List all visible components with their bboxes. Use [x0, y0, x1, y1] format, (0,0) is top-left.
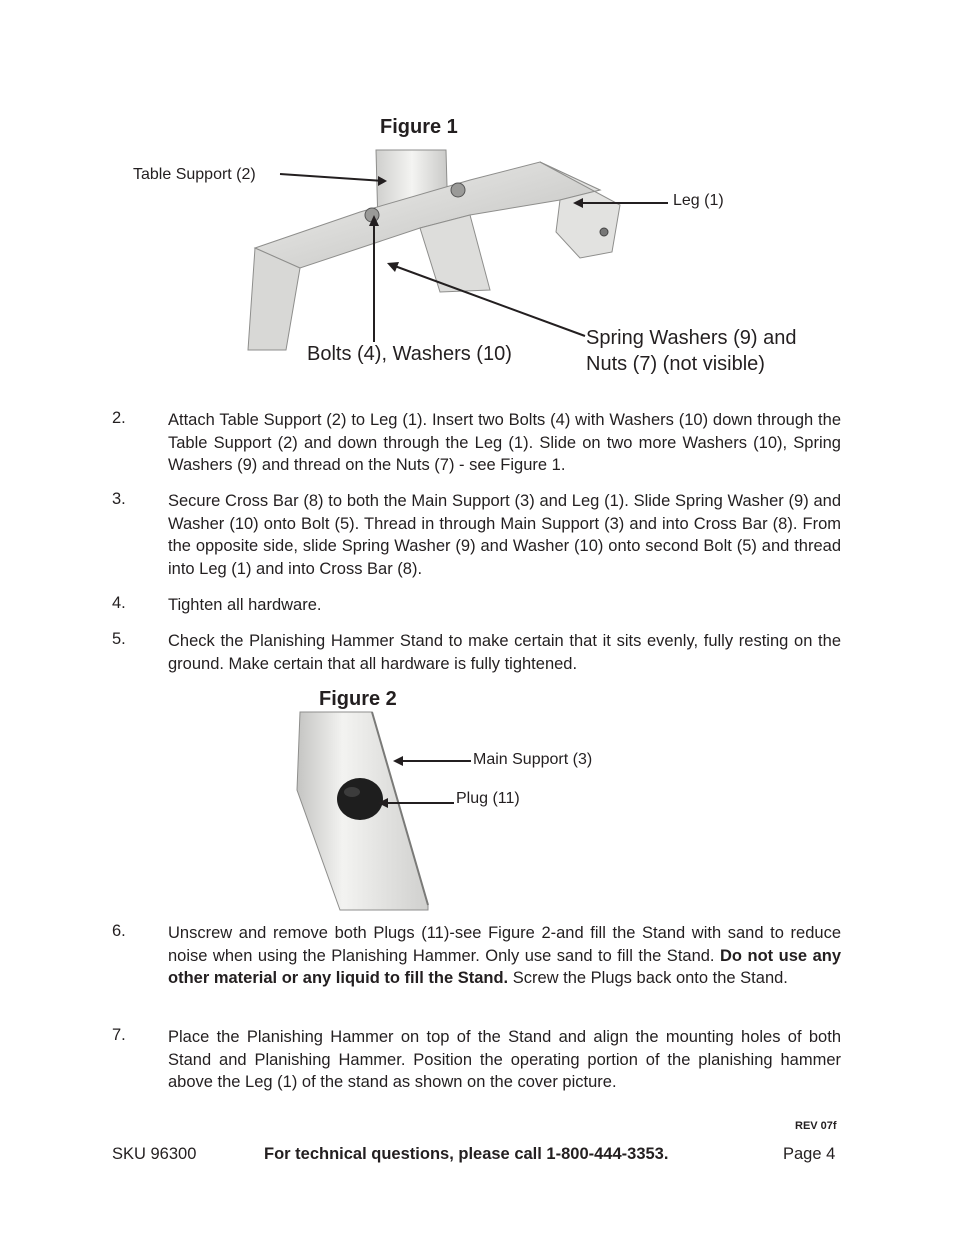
step-7-number: 7. [112, 1026, 126, 1044]
step-7-text: Place the Planishing Hammer on top of the Stand and align the mounting holes of both Stand and Planishing Hammer. Position the operating portion of the planishing hammer above the Leg (1) of the stand as shown on the cover picture. [168, 1028, 841, 1091]
callout-main-support: Main Support (3) [473, 751, 593, 768]
callout-bolts-washers: Bolts (4), Washers (10) [307, 343, 512, 365]
step-5-number: 5. [112, 630, 126, 648]
footer-contact: For technical questions, please call 1-800-444-3353. [264, 1145, 669, 1163]
callout-spring-washers-line1: Spring Washers (9) and [586, 327, 797, 349]
step-6-warning: Do not use any other material or any liquid to fill the Stand. [168, 946, 841, 987]
footer-sku: SKU 96300 [112, 1145, 197, 1163]
step-3-number: 3. [112, 490, 126, 508]
callout-plug: Plug (11) [456, 790, 520, 807]
step-2-number: 2. [112, 409, 126, 427]
step-2-text: Attach Table Support (2) to Leg (1). Insert two Bolts (4) with Washers (10) down through the Table Support (2) and down through the Leg (1). Slide on two more Washers (10), Spring Washers (9) and thread on the Nuts (7) - see Figure 1. [168, 411, 841, 474]
step-6-text [168, 922, 841, 990]
figure2-title: Figure 2 [319, 688, 397, 710]
footer-page-number: Page 4 [783, 1145, 836, 1163]
step-6-text-part1: Unscrew and remove both Plugs (11)-see Figure 2-and fill the Stand with sand to reduce noise when using the Planishing Hammer. Only use sand to fill the Stand. [168, 924, 841, 965]
callout-spring-washers [586, 325, 796, 377]
step-3-text: Secure Cross Bar (8) to both the Main Support (3) and Leg (1). Slide Spring Washer (9) and Washer (10) onto Bolt (5). Thread in through Main Support (3) and into Cross Bar (8). From the opposite side, slide Spring Washer (9) and Washer (10) onto second Bolt (5) and thread into Leg (1) and into Cross Bar (8). [168, 492, 841, 578]
callout-table-support: Table Support (2) [133, 166, 256, 183]
step-4-text: Tighten all hardware. [168, 596, 322, 614]
figure1-title: Figure 1 [380, 116, 458, 138]
step-5-text: Check the Planishing Hammer Stand to make certain that it sits evenly, fully resting on the ground. Make certain that all hardware is fully tightened. [168, 632, 841, 673]
callout-spring-washers-line2: Nuts (7) (not visible) [586, 353, 765, 375]
revision-label: REV 07f [795, 1120, 837, 1132]
step-4-number: 4. [112, 594, 126, 612]
step-6-number: 6. [112, 922, 126, 940]
step-6-text-part2: Screw the Plugs back onto the Stand. [508, 969, 788, 987]
callout-leg: Leg (1) [673, 192, 724, 209]
